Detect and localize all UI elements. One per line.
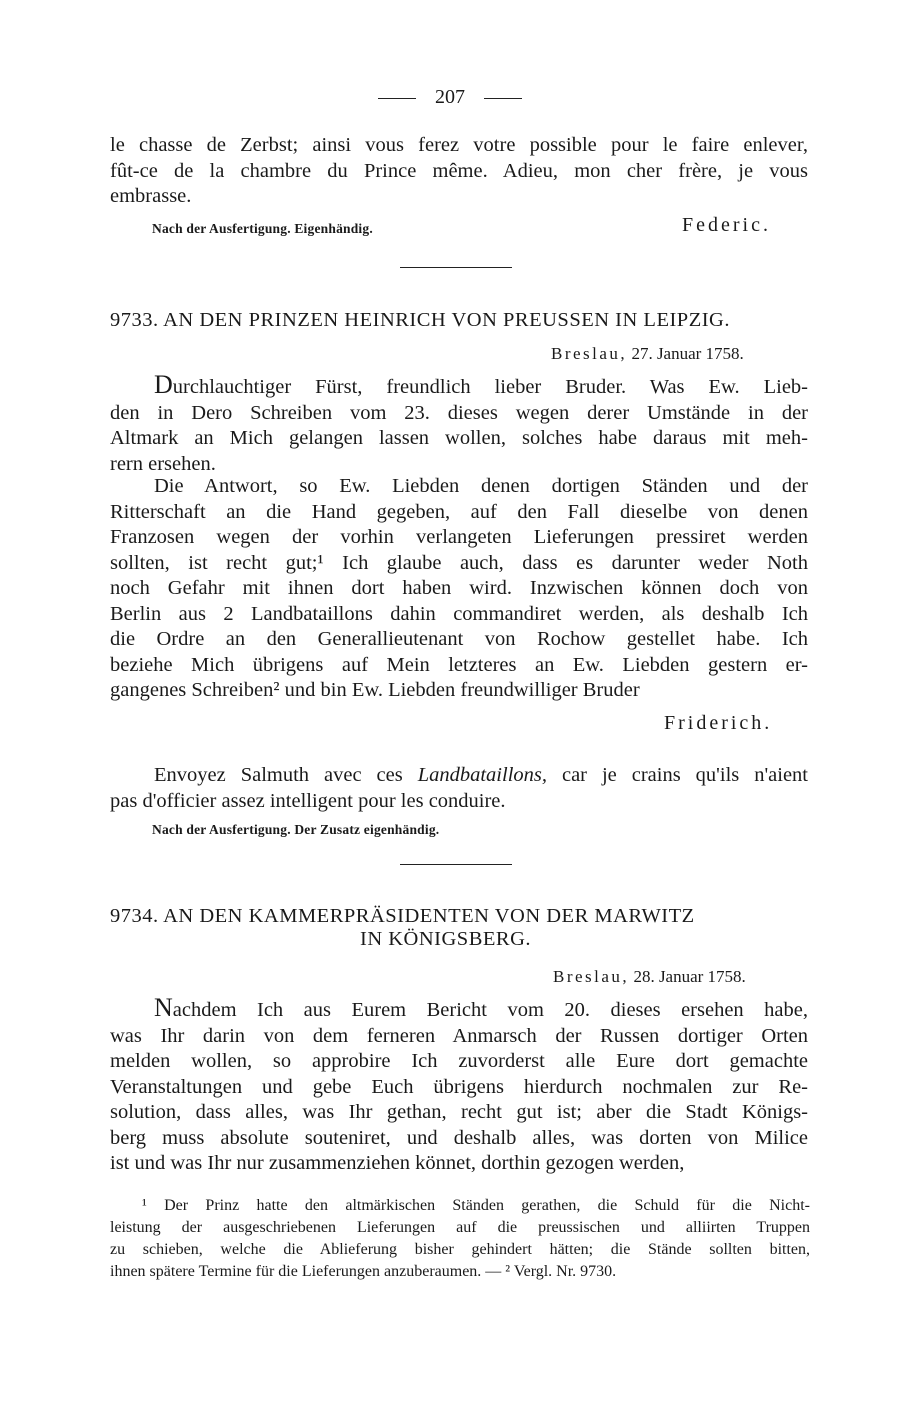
postscript-text: car je crains qu'ils n'aient [547,764,808,786]
text-line: solution, dass alles, was Ihr gethan, recht gut ist; aber die Stadt Königs- [110,1101,808,1123]
postscript-italic: Landbataillons, [417,764,547,786]
source-note: Nach der Ausfertigung. Eigenhändig. [152,221,373,236]
text-line: was Ihr darin von dem ferneren Anmarsch der Russen dortiger Orten [110,1024,808,1047]
signature: Federic. [682,214,771,236]
text-line [110,995,808,1024]
source-note: Nach der Ausfertigung. Der Zusatz eigenhändig. [152,822,440,837]
paragraph [110,474,808,704]
text-line: Franzosen wegen der vorhin verlangeten Lieferungen pressiret werden [110,526,808,548]
footnotes [110,1195,810,1283]
footnote-line: ihnen spätere Termine für die Lieferungen anzuberaumen. — ² Vergl. Nr. 9730. [110,1263,617,1280]
footnote-line: ¹ Der Prinz hatte den altmärkischen Ständen gerathen, die Schuld für die Nicht- [142,1197,810,1214]
dateline-date: 28. Januar 1758. [633,967,746,986]
text-line: embrasse. [110,185,192,207]
text-line: Altmark an Mich gelangen lassen wollen, solches habe daraus mit meh- [110,427,808,449]
footnote-line: zu schieben, welche die Ablieferung bisher gehindert hätten; die Stände sollten bitten, [110,1241,810,1258]
section-divider [400,864,512,865]
text-line: die Ordre an den Generallieutenant von Rochow gestellet habe. Ich [110,628,808,650]
heading-line: IN KÖNIGSBERG. [360,928,531,950]
text-line: rern ersehen. [110,452,216,475]
text-line: Veranstaltungen und gebe Euch übrigens hierdurch nochmalen zur Re- [110,1075,808,1098]
text-line: le chasse de Zerbst; ainsi vous ferez votre possible pour le faire enlever, [110,134,808,156]
postscript [110,763,808,814]
text-line-rest: urchlauchtiger Fürst, freundlich lieber Bruder. Was Ew. Lieb- [172,376,808,398]
postscript-text: Envoyez Salmuth avec ces [154,764,418,786]
text-line [110,372,808,401]
page-number: 207 [435,86,465,108]
header-dash-left [378,98,416,99]
text-line: Ritterschaft an die Hand gegeben, auf den Fall dieselbe von denen [110,500,808,523]
letter-heading: 9733. AN DEN PRINZEN HEINRICH VON PREUSSEN IN LEIPZIG. [110,309,730,331]
dateline [553,967,746,987]
dateline-place: Breslau, [553,967,630,986]
text-line: ist und was Ihr nur zusammenziehen könnet, dorthin gezogen werden, [110,1152,685,1174]
text-line: gangenes Schreiben² und bin Ew. Liebden freundwilliger Bruder [110,679,640,701]
signature: Friderich. [664,712,773,734]
text-line [110,763,808,789]
text-line: beziehe Mich übrigens auf Mein letzteres an Ew. Liebden gestern er- [110,653,808,676]
dateline [551,344,744,364]
header-dash-right [484,98,522,99]
text-line: Berlin aus 2 Landbataillons dahin commandiret werden, als deshalb Ich [110,602,808,625]
heading-line: 9734. AN DEN KAMMERPRÄSIDENTEN VON DER MARWITZ [110,905,695,927]
text-line: sollten, ist recht gut;¹ Ich glaube auch, dass es darunter weder Noth [110,551,808,574]
text-line: Die Antwort, so Ew. Liebden denen dortigen Ständen und der [154,475,808,497]
text-line: den in Dero Schreiben vom 23. dieses wegen derer Umstände in der [110,401,808,424]
text-line: melden wollen, so approbire Ich zuvorderst alle Eure dort gemachte [110,1050,808,1072]
footnote-line: leistung der ausgeschriebenen Lieferungen auf die preussischen und alliirten Truppen [110,1219,810,1236]
prev-letter-text [110,133,808,210]
initial-letter: N [154,993,173,1022]
text-line: pas d'officier assez intelligent pour les conduire. [110,789,506,812]
text-line: fût-ce de la chambre du Prince même. Adieu, mon cher frère, je vous [110,159,808,182]
paragraph [110,372,808,477]
text-line-rest: achdem Ich aus Eurem Bericht vom 20. dieses ersehen habe, [172,999,808,1021]
dateline-place: Breslau, [551,344,628,363]
page-header [0,86,900,109]
section-divider [400,267,512,268]
text-line: noch Gefahr mit ihnen dort haben wird. Inzwischen können doch von [110,577,808,599]
paragraph [110,995,808,1177]
text-line: berg muss absolute souteniret, und deshalb alles, was dorten von Milice [110,1126,808,1149]
initial-letter: D [154,370,173,399]
letter-heading [110,905,808,951]
dateline-date: 27. Januar 1758. [631,344,744,363]
